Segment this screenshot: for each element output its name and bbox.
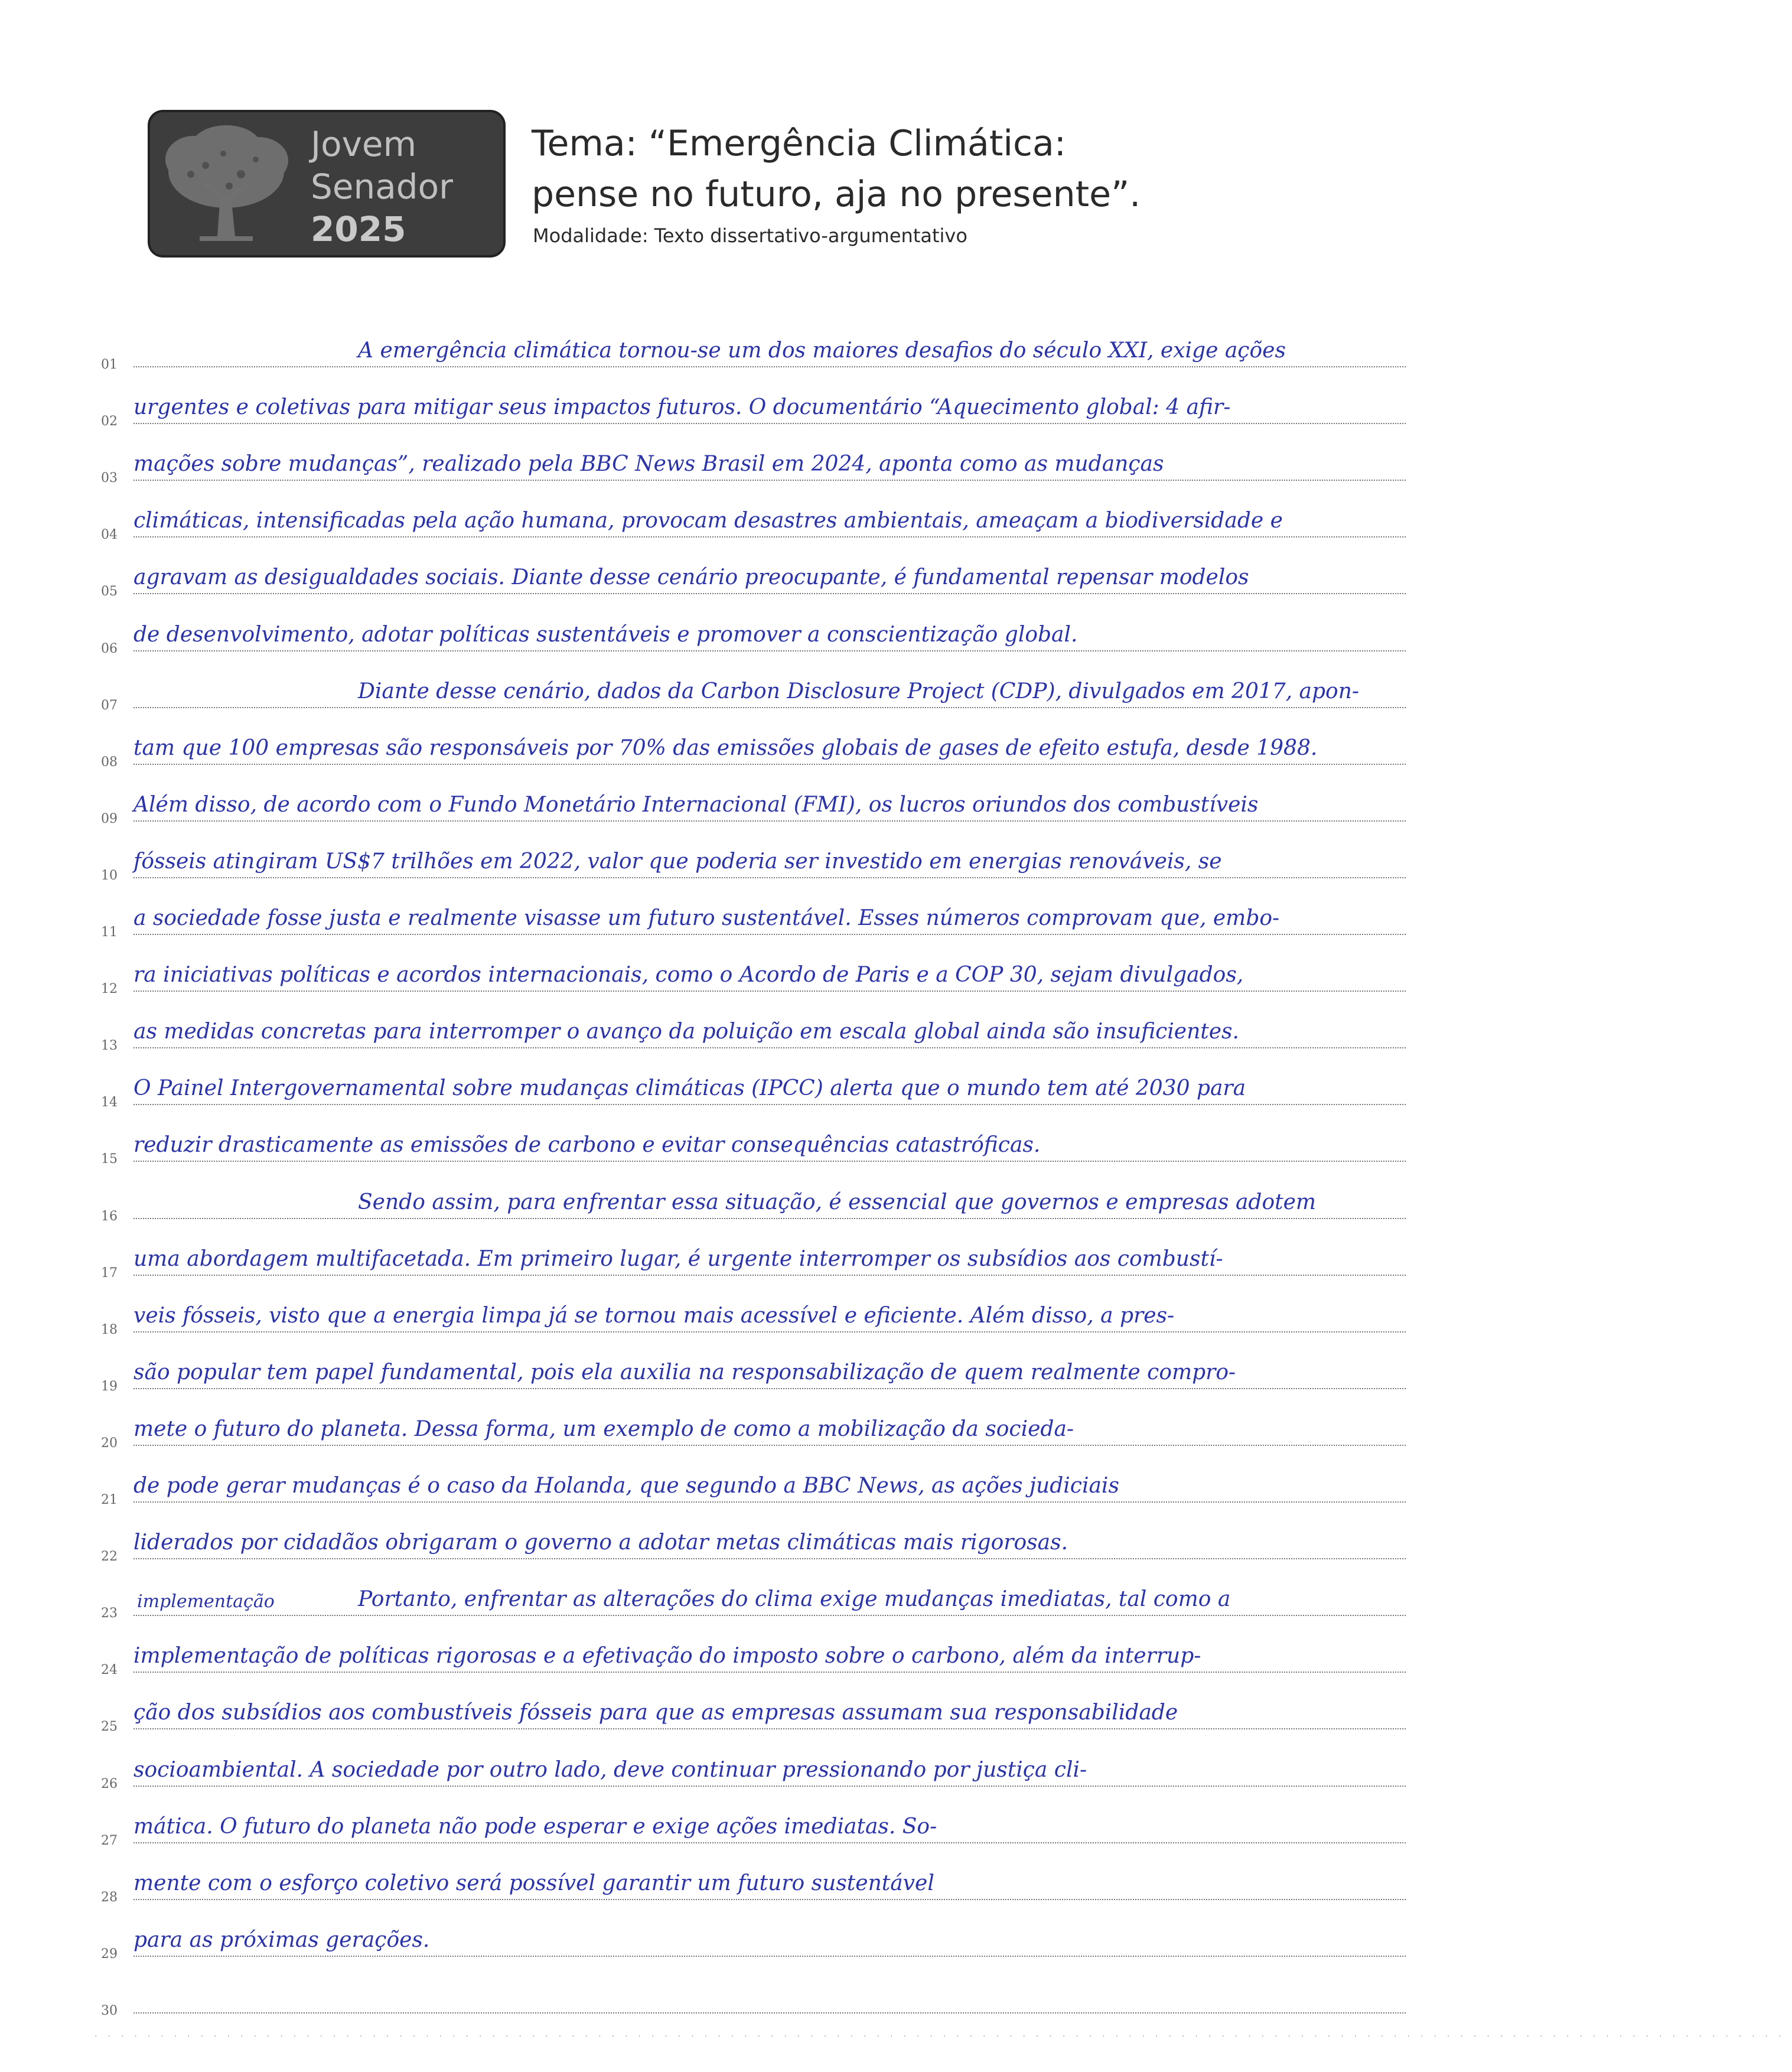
essay-line: [95, 490, 1406, 543]
line-number: 22: [101, 1549, 118, 1565]
line-rule: [133, 764, 1406, 765]
essay-line: [95, 1342, 1406, 1395]
line-rule: [133, 1672, 1406, 1673]
handwritten-text: uma abordagem multifacetada. Em primeiro lugar, é urgente interromper os subsídios aos combustí-: [133, 1246, 1223, 1271]
line-number: 07: [101, 698, 118, 713]
handwritten-text: mente com o esforço coletivo será possível garantir um futuro sustentável: [133, 1871, 934, 1895]
line-rule: [133, 593, 1406, 594]
line-number: 24: [101, 1663, 118, 1678]
handwritten-text: fósseis atingiram US$7 trilhões em 2022, valor que poderia ser investido em energias renováveis, se: [133, 849, 1222, 874]
essay-line: [95, 1739, 1406, 1793]
essay-modality: Modalidade: Texto dissertativo-argumentativo: [533, 224, 967, 247]
line-number: 11: [101, 925, 118, 940]
essay-line: [95, 547, 1406, 600]
line-number: 09: [101, 811, 118, 826]
essay-line: [95, 774, 1406, 828]
line-rule: [133, 1104, 1406, 1105]
line-number: 02: [101, 414, 118, 429]
line-rule: [133, 707, 1406, 708]
line-number: 28: [101, 1889, 118, 1905]
line-rule: [133, 1558, 1406, 1559]
handwritten-text: veis fósseis, visto que a energia limpa já se tornou mais acessível e eficiente. Além disso, a pres-: [133, 1303, 1175, 1328]
footer-note: ................................................................................................................................: [95, 2029, 1792, 2039]
line-rule: [133, 650, 1406, 651]
line-number: 12: [101, 982, 118, 997]
essay-line: [95, 888, 1406, 941]
essay-line: [95, 1229, 1406, 1282]
line-rule: [133, 877, 1406, 878]
essay-line: [95, 1966, 1406, 2019]
line-number: 19: [101, 1379, 118, 1394]
line-number: 08: [101, 754, 118, 770]
line-number: 20: [101, 1435, 118, 1451]
line-rule: [133, 480, 1406, 481]
line-number: 15: [101, 1152, 118, 1167]
essay-line: [95, 661, 1406, 714]
essay-line: [95, 1058, 1406, 1111]
line-number: 30: [101, 2003, 118, 2018]
handwritten-text: são popular tem papel fundamental, pois ela auxilia na responsabilização de quem realmente compro-: [133, 1360, 1236, 1384]
line-number: 29: [101, 1946, 118, 1962]
handwritten-text: ra iniciativas políticas e acordos internacionais, como o Acordo de Paris e a COP 30, sejam divulgados,: [133, 963, 1244, 988]
line-number: 18: [101, 1322, 118, 1337]
essay-line: [95, 1172, 1406, 1225]
essay-line: [95, 1796, 1406, 1849]
handwritten-text: Sendo assim, para enfrentar essa situação, é essencial que governos e empresas adotem: [358, 1190, 1317, 1214]
line-rule: [133, 1956, 1406, 1957]
handwritten-text: de desenvolvimento, adotar políticas sustentáveis e promover a conscientização global.: [133, 622, 1078, 647]
essay-line: [95, 604, 1406, 657]
essay-line: [95, 1910, 1406, 1963]
essay-line: [95, 1455, 1406, 1509]
badge-line-1: Jovem: [311, 124, 417, 164]
handwritten-text: Diante desse cenário, dados da Carbon Disclosure Project (CDP), divulgados em 2017, apon-: [358, 679, 1360, 703]
handwritten-text: socioambiental. A sociedade por outro lado, deve continuar pressionando por justiça cli-: [133, 1757, 1087, 1782]
handwritten-text: para as próximas gerações.: [133, 1927, 430, 1952]
line-rule: [133, 1501, 1406, 1503]
line-number: 05: [101, 584, 118, 600]
essay-line: [95, 1853, 1406, 1906]
line-number: 16: [101, 1208, 118, 1224]
topic-line-1: Tema: “Emergência Climática:: [532, 123, 1066, 164]
line-rule: [133, 1842, 1406, 1843]
line-rule: [133, 1331, 1406, 1333]
handwritten-text: implementação de políticas rigorosas e a efetivação do imposto sobre o carbono, além da interrup-: [133, 1644, 1201, 1669]
handwritten-text: de pode gerar mudanças é o caso da Holanda, que segundo a BBC News, as ações judiciais: [133, 1474, 1119, 1498]
line-rule: [133, 991, 1406, 992]
essay-line: [95, 718, 1406, 771]
handwritten-text: a sociedade fosse justa e realmente visasse um futuro sustentável. Esses números comprovam que, embo-: [133, 906, 1280, 930]
line-number: 23: [101, 1606, 118, 1621]
essay-line: [95, 1115, 1406, 1168]
topic-line-2: pense no futuro, aja no presente”.: [532, 174, 1141, 215]
essay-line: [95, 434, 1406, 487]
essay-line: [95, 320, 1406, 373]
essay-line: [95, 1399, 1406, 1452]
line-rule: [133, 1445, 1406, 1446]
handwritten-text: ção dos subsídios aos combustíveis fósseis para que as empresas assumam sua responsabilidade: [133, 1700, 1178, 1725]
line-number: 26: [101, 1776, 118, 1791]
line-number: 13: [101, 1038, 118, 1054]
badge-year: 2025: [311, 209, 406, 249]
line-number: 27: [101, 1833, 118, 1848]
line-number: 06: [101, 641, 118, 656]
essay-line: [95, 1569, 1406, 1622]
essay-line: [95, 1512, 1406, 1565]
handwritten-text: mações sobre mudanças”, realizado pela BBC News Brasil em 2024, aponta como as mudanças: [133, 452, 1164, 477]
line-rule: [133, 366, 1406, 367]
line-rule: [133, 820, 1406, 822]
essay-line: [95, 831, 1406, 884]
line-number: 03: [101, 471, 118, 486]
handwritten-text: tam que 100 empresas são responsáveis por 70% das emissões globais de gases de efeito estufa, desde 1988.: [133, 735, 1318, 760]
line-rule: [133, 1047, 1406, 1048]
handwritten-text: Portanto, enfrentar as alterações do clima exige mudanças imediatas, tal como a: [358, 1587, 1231, 1612]
line-number: 17: [101, 1265, 118, 1281]
correction-note: implementação: [137, 1591, 275, 1612]
line-rule: [133, 1728, 1406, 1729]
badge-line-2: Senador: [311, 167, 453, 207]
essay-line: [95, 944, 1406, 998]
handwritten-text: O Painel Intergovernamental sobre mudanças climáticas (IPCC) alerta que o mundo tem até 2030 para: [133, 1076, 1246, 1101]
handwritten-text: A emergência climática tornou-se um dos maiores desafios do século XXI, exige ações: [358, 338, 1286, 363]
line-rule: [133, 1388, 1406, 1389]
line-number: 25: [101, 1719, 118, 1735]
handwritten-text: climáticas, intensificadas pela ação humana, provocam desastres ambientais, ameaçam a biodiversidade e: [133, 509, 1283, 533]
line-number: 10: [101, 868, 118, 883]
handwritten-text: liderados por cidadãos obrigaram o governo a adotar metas climáticas mais rigorosas.: [133, 1530, 1068, 1555]
essay-line: [95, 1625, 1406, 1679]
line-rule: [133, 423, 1406, 424]
handwritten-text: mática. O futuro do planeta não pode esperar e exige ações imediatas. So-: [133, 1814, 937, 1839]
handwritten-text: mete o futuro do planeta. Dessa forma, um exemplo de como a mobilização da socieda-: [133, 1416, 1074, 1441]
line-rule: [133, 536, 1406, 537]
handwritten-text: Além disso, de acordo com o Fundo Monetário Internacional (FMI), os lucros oriundos dos combustíveis: [133, 792, 1259, 817]
essay-line: [95, 1001, 1406, 1054]
handwritten-text: as medidas concretas para interromper o avanço da poluição em escala global ainda são insuficientes.: [133, 1019, 1239, 1044]
line-number: 14: [101, 1095, 118, 1110]
line-rule: [133, 1786, 1406, 1787]
line-rule: [133, 1615, 1406, 1616]
handwritten-text: reduzir drasticamente as emissões de carbono e evitar consequências catastróficas.: [133, 1133, 1041, 1158]
essay-line: [95, 1285, 1406, 1338]
line-rule: [133, 1218, 1406, 1219]
line-rule: [133, 934, 1406, 935]
line-number: 01: [101, 357, 118, 372]
line-rule: [133, 2012, 1406, 2014]
line-rule: [133, 1161, 1406, 1162]
line-number: 04: [101, 527, 118, 543]
handwritten-text: agravam as desigualdades sociais. Diante desse cenário preocupante, é fundamental repensar modelos: [133, 565, 1249, 590]
essay-line: [95, 1682, 1406, 1735]
line-number: 21: [101, 1493, 118, 1507]
line-rule: [133, 1275, 1406, 1276]
handwritten-text: urgentes e coletivas para mitigar seus impactos futuros. O documentário “Aquecimento global: 4 afir-: [133, 395, 1231, 420]
line-rule: [133, 1899, 1406, 1900]
essay-line: [95, 377, 1406, 430]
